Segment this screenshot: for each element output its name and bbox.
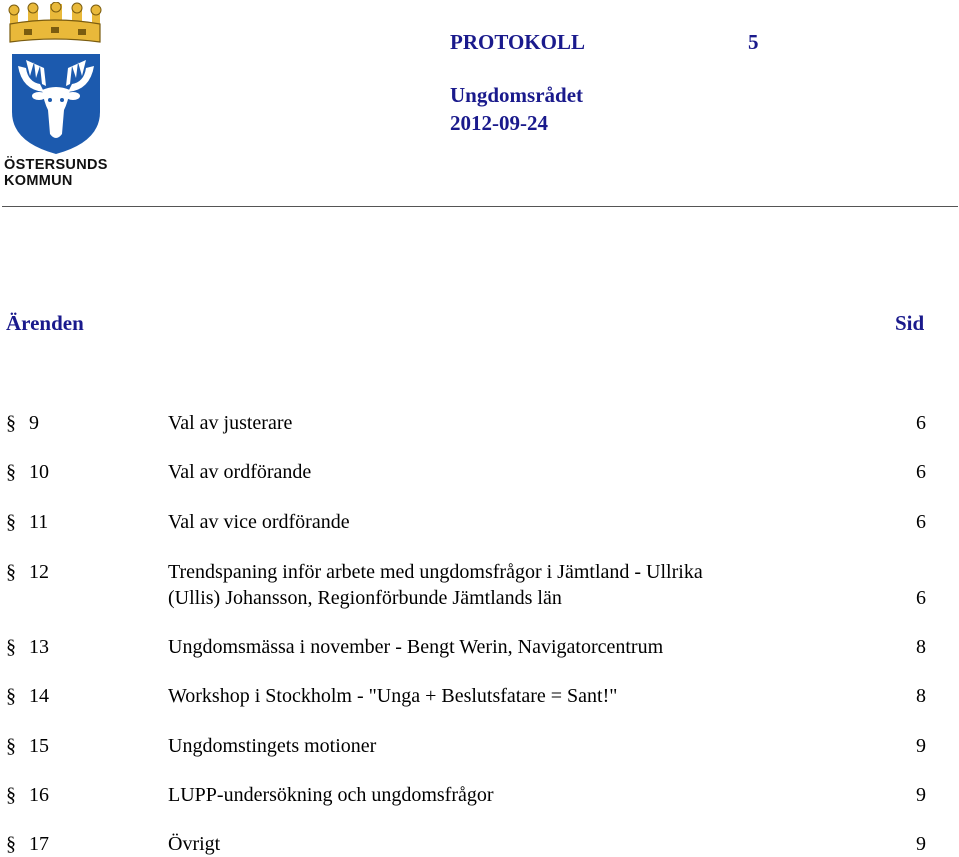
agenda-item-title-line: Val av justerare: [168, 412, 293, 434]
agenda-item-number: [6, 683, 49, 709]
column-heading-items: Ärenden: [6, 311, 84, 335]
paragraph-sign: §: [6, 833, 16, 855]
agenda-item-title-line: Trendspaning inför arbete med ungdomsfrågor i Jämtland - Ullrika: [168, 561, 703, 583]
item-number: 13: [24, 636, 49, 658]
paragraph-sign: §: [6, 636, 16, 658]
agenda-item-page: 6: [916, 461, 926, 483]
agenda-item-page: 8: [916, 685, 926, 707]
logo-text-line2: KOMMUN: [4, 173, 73, 189]
item-number: 14: [24, 685, 49, 707]
agenda-item: [0, 509, 959, 535]
agenda-item: [0, 410, 959, 436]
organization-name: Ungdomsrådet: [450, 83, 584, 107]
agenda-item-title: [168, 683, 868, 709]
agenda-item-number: [6, 459, 49, 485]
document-title: PROTOKOLL: [450, 30, 585, 54]
agenda-item-page: 6: [916, 412, 926, 434]
agenda-item-page: 6: [916, 587, 926, 609]
agenda-item-title: [168, 733, 868, 759]
agenda-item-title-line: Ungdomsmässa i november - Bengt Werin, Navigatorcentrum: [168, 636, 664, 658]
paragraph-sign: §: [6, 412, 16, 434]
agenda-item-page: 9: [916, 833, 926, 855]
agenda-item-title-line: Workshop i Stockholm - "Unga + Beslutsfatare = Sant!": [168, 685, 618, 707]
agenda-item: [0, 782, 959, 808]
agenda-item-title: [168, 634, 868, 660]
agenda-item-number: [6, 509, 48, 535]
agenda-item-number: [6, 831, 49, 857]
agenda-item-page: 9: [916, 735, 926, 757]
agenda-item-title-line: Val av ordförande: [168, 461, 312, 483]
agenda-item-title-line: Ungdomstingets motioner: [168, 735, 377, 757]
item-number: 12: [24, 561, 49, 583]
paragraph-sign: §: [6, 784, 16, 806]
crown-icon: [9, 2, 101, 42]
agenda-item-title-line: Övrigt: [168, 833, 221, 855]
agenda-item-number: [6, 782, 49, 808]
agenda-item-title: [168, 410, 868, 436]
agenda-item-number: [6, 634, 49, 660]
page-number: 5: [748, 30, 759, 54]
agenda-item-number: [6, 733, 49, 759]
item-number: 15: [24, 735, 49, 757]
agenda-item-title-line: Val av vice ordförande: [168, 511, 350, 533]
paragraph-sign: §: [6, 561, 16, 583]
logo-text-line1: ÖSTERSUNDS: [4, 157, 108, 173]
agenda-item: [0, 683, 959, 709]
agenda-item-title: [168, 559, 868, 611]
column-heading-page: Sid: [895, 311, 925, 335]
agenda-item-title: [168, 459, 868, 485]
agenda-item-title: [168, 831, 868, 857]
agenda-item: [0, 831, 959, 857]
coat-of-arms-icon: [4, 2, 106, 157]
item-number: 9: [24, 412, 39, 434]
agenda-item: [0, 559, 959, 611]
item-number: 17: [24, 833, 49, 855]
paragraph-sign: §: [6, 461, 16, 483]
agenda-item: [0, 634, 959, 660]
item-number: 11: [24, 511, 49, 533]
agenda-item: [0, 733, 959, 759]
agenda-item-title: [168, 509, 868, 535]
paragraph-sign: §: [6, 735, 16, 757]
agenda-item-page: 8: [916, 636, 926, 658]
agenda-item-page: 9: [916, 784, 926, 806]
agenda-item-number: [6, 559, 49, 585]
meeting-date: 2012-09-24: [450, 111, 548, 135]
item-number: 10: [24, 461, 49, 483]
paragraph-sign: §: [6, 511, 16, 533]
agenda-item: [0, 459, 959, 485]
agenda-item-page: 6: [916, 511, 926, 533]
agenda-item-title: [168, 782, 868, 808]
paragraph-sign: §: [6, 685, 16, 707]
header-divider: [2, 206, 958, 207]
item-number: 16: [24, 784, 49, 806]
agenda-item-title-line: (Ullis) Johansson, Regionförbunde Jämtlands län: [168, 587, 562, 609]
agenda-item-title-line: LUPP-undersökning och ungdomsfrågor: [168, 784, 494, 806]
agenda-item-number: [6, 410, 39, 436]
